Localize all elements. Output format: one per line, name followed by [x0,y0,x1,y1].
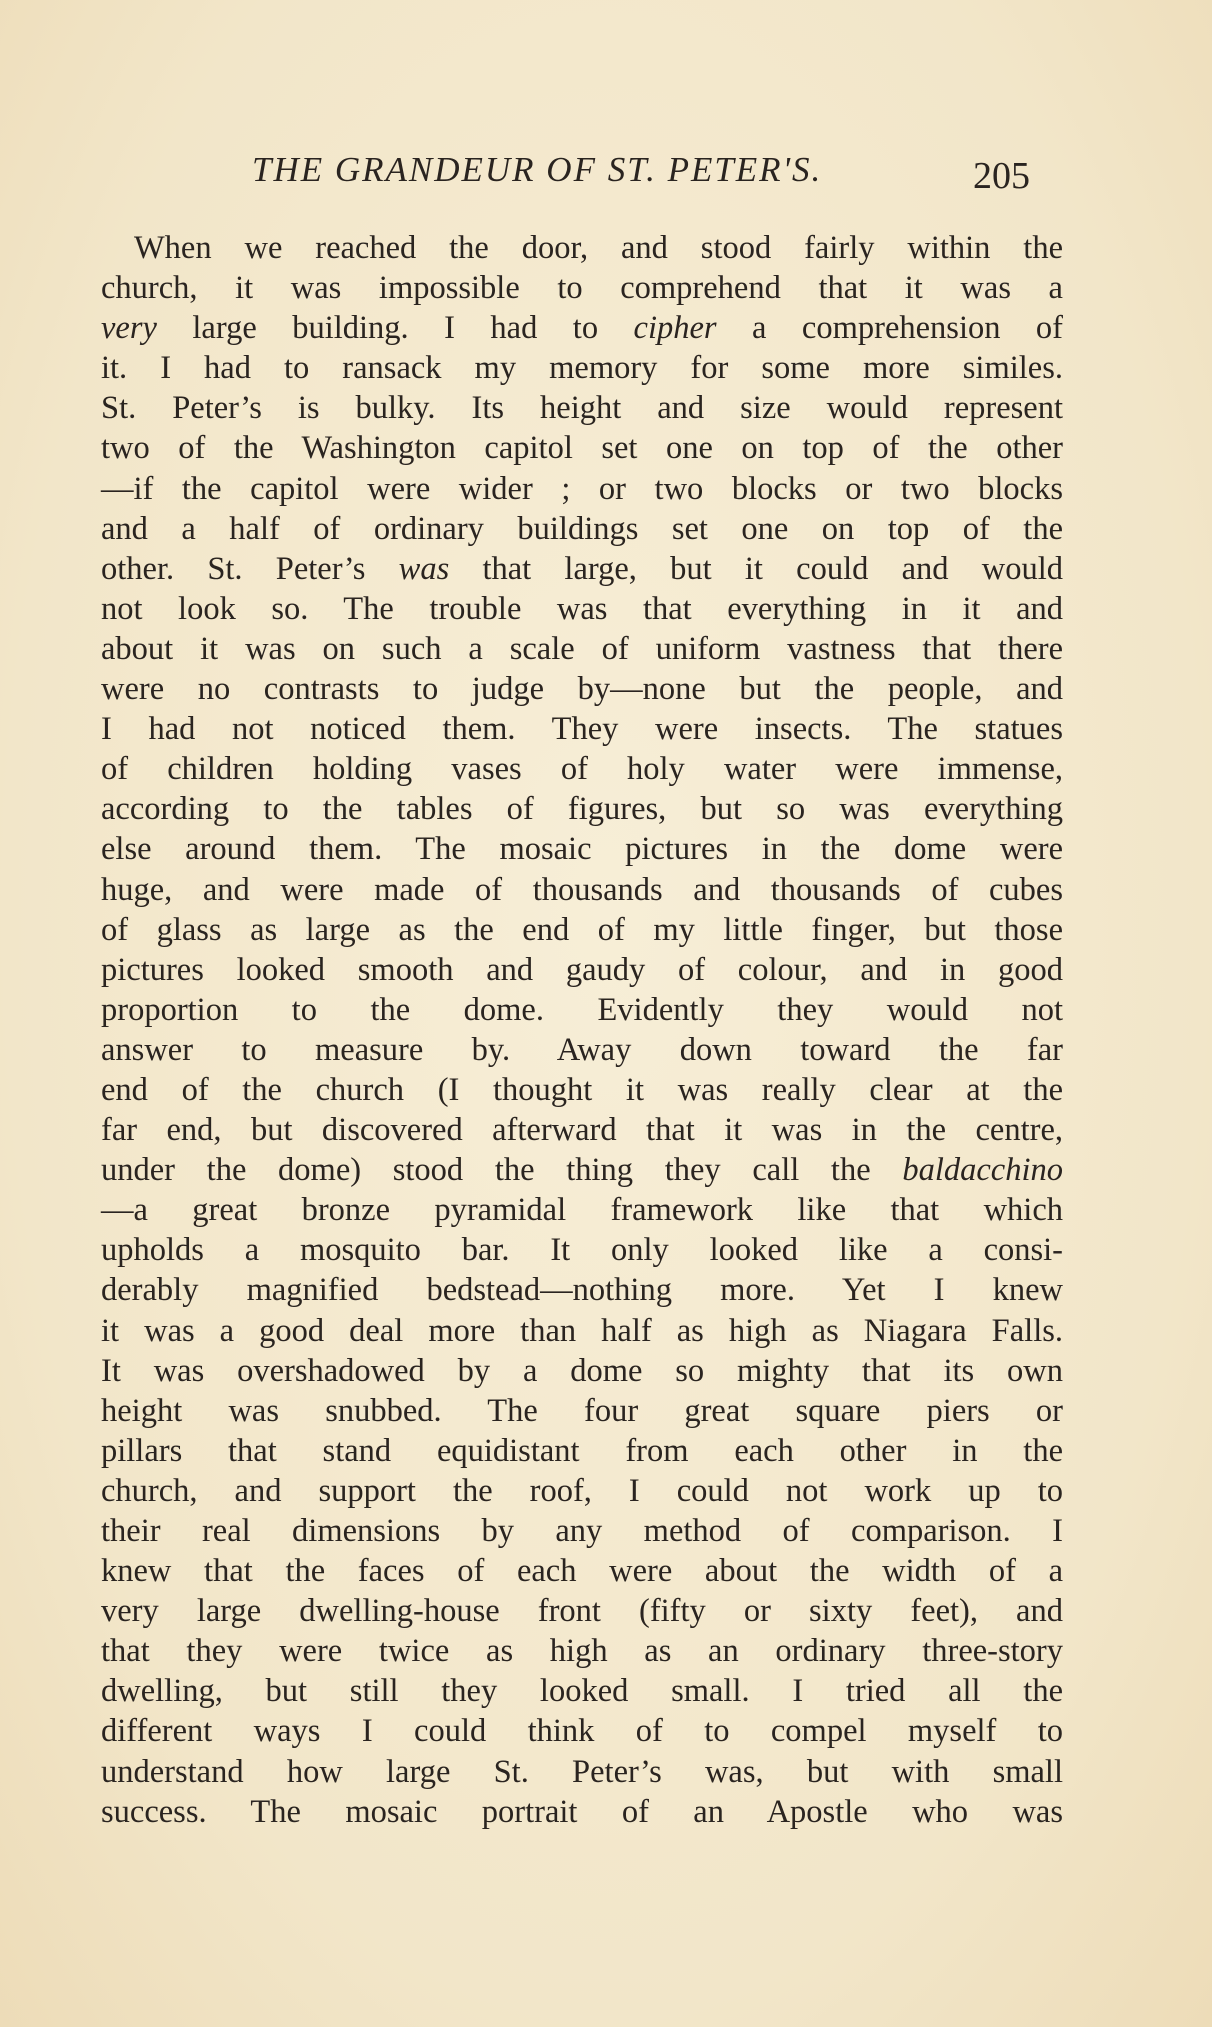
text-line [101,428,1063,468]
text-line [101,388,1063,428]
text-line [101,990,1063,1030]
text-segment: dwelling, but still they looked small. I tried all the [101,1673,1063,1710]
text-segment: that large, but it could and would [449,550,1063,587]
text-segment: according to the tables of figures, but so was everything [101,791,1063,828]
italic-text: very [101,310,157,347]
text-line [101,308,1063,348]
text-line [101,709,1063,749]
text-segment: upholds a mosquito bar. It only looked like a consi- [101,1232,1063,1269]
text-line [101,509,1063,549]
text-segment: derably magnified bedstead—nothing more. Yet I knew [101,1272,1063,1309]
text-line [101,789,1063,829]
text-segment: When we reached the door, and stood fairly within the [134,230,1063,266]
text-line [101,1431,1063,1471]
text-segment: large building. I had to [156,310,634,347]
text-segment: under the dome) stood the thing they call the [101,1152,903,1189]
text-line [101,1551,1063,1591]
text-line [101,829,1063,869]
text-line [101,1230,1063,1270]
text-line [101,1591,1063,1631]
text-line [101,1511,1063,1551]
text-segment: were no contrasts to judge by—none but the people, and [101,671,1063,708]
text-line [101,1270,1063,1310]
text-line [101,1030,1063,1070]
text-segment: —a great bronze pyramidal framework like that which [101,1192,1063,1229]
text-segment: very large dwelling-house front (fifty or sixty feet), and [101,1593,1063,1630]
body-text [101,228,1063,1832]
text-line [101,669,1063,709]
text-segment: it. I had to ransack my memory for some more similes. [101,350,1063,387]
page-header [100,150,1100,210]
text-line [101,1792,1063,1832]
text-line [101,1631,1063,1671]
text-line [101,1752,1063,1792]
text-segment: knew that the faces of each were about the width of a [101,1553,1063,1590]
text-segment: —if the capitol were wider ; or two blocks or two blocks [101,470,1063,507]
text-segment: that they were twice as high as an ordinary three-story [101,1633,1063,1670]
text-line [101,268,1063,308]
text-segment: two of the Washington capitol set one on top of the other [101,430,1063,467]
text-segment: height was snubbed. The four great square piers or [101,1392,1063,1429]
text-segment: huge, and were made of thousands and thousands of cubes [101,871,1063,908]
text-segment: it was a good deal more than half as high as Niagara Falls. [101,1312,1063,1349]
text-line [101,469,1063,509]
text-segment: St. Peter’s is bulky. Its height and size would represent [101,390,1063,427]
text-segment: of glass as large as the end of my little finger, but those [101,911,1063,948]
text-line [101,1070,1063,1110]
text-segment: It was overshadowed by a dome so mighty that its own [101,1352,1063,1389]
text-line [101,1110,1063,1150]
page-number: 205 [973,155,1030,197]
text-segment: pillars that stand equidistant from each other in the [101,1432,1063,1469]
italic-text: was [398,550,450,587]
text-segment: other. St. Peter’s [101,550,399,587]
text-line [101,1471,1063,1511]
text-segment: a comprehension of [716,310,1064,347]
text-segment: end of the church (I thought it was really clear at the [101,1071,1063,1108]
text-segment: about it was on such a scale of uniform vastness that there [101,630,1063,667]
text-segment: I had not noticed them. They were insects. The statues [101,711,1063,748]
text-line [101,348,1063,388]
text-line [101,1190,1063,1230]
text-line [101,749,1063,789]
text-segment: of children holding vases of holy water were immense, [101,751,1063,788]
text-line [101,1351,1063,1391]
running-title: THE GRANDEUR OF ST. PETER'S. [252,150,823,189]
text-line [101,1150,1063,1190]
text-segment: answer to measure by. Away down toward the far [101,1031,1063,1068]
text-line [101,910,1063,950]
text-segment: church, it was impossible to comprehend that it was a [101,270,1063,307]
text-segment: and a half of ordinary buildings set one on top of the [101,510,1063,547]
text-line [101,950,1063,990]
text-segment: far end, but discovered afterward that it was in the centre, [101,1112,1063,1149]
italic-text: cipher [633,310,717,347]
italic-text: baldacchino [902,1152,1063,1189]
text-segment: proportion to the dome. Evidently they would not [101,991,1063,1028]
text-line [101,870,1063,910]
text-segment: pictures looked smooth and gaudy of colour, and in good [101,951,1063,988]
text-line [101,629,1063,669]
text-segment: their real dimensions by any method of comparison. I [101,1513,1063,1549]
text-line [101,1671,1063,1711]
text-segment: else around them. The mosaic pictures in the dome were [101,831,1063,868]
text-line [101,1391,1063,1431]
text-segment: church, and support the roof, I could not work up to [101,1472,1063,1509]
text-line [101,1311,1063,1351]
text-segment: success. The mosaic portrait of an Apostle who was [101,1793,1063,1830]
text-segment: understand how large St. Peter’s was, but with small [101,1753,1063,1790]
text-line [101,228,1063,268]
text-line [101,549,1063,589]
text-segment: not look so. The trouble was that everything in it and [101,590,1063,627]
text-line [101,1711,1063,1751]
text-line [101,589,1063,629]
text-segment: different ways I could think of to compel myself to [101,1713,1063,1750]
